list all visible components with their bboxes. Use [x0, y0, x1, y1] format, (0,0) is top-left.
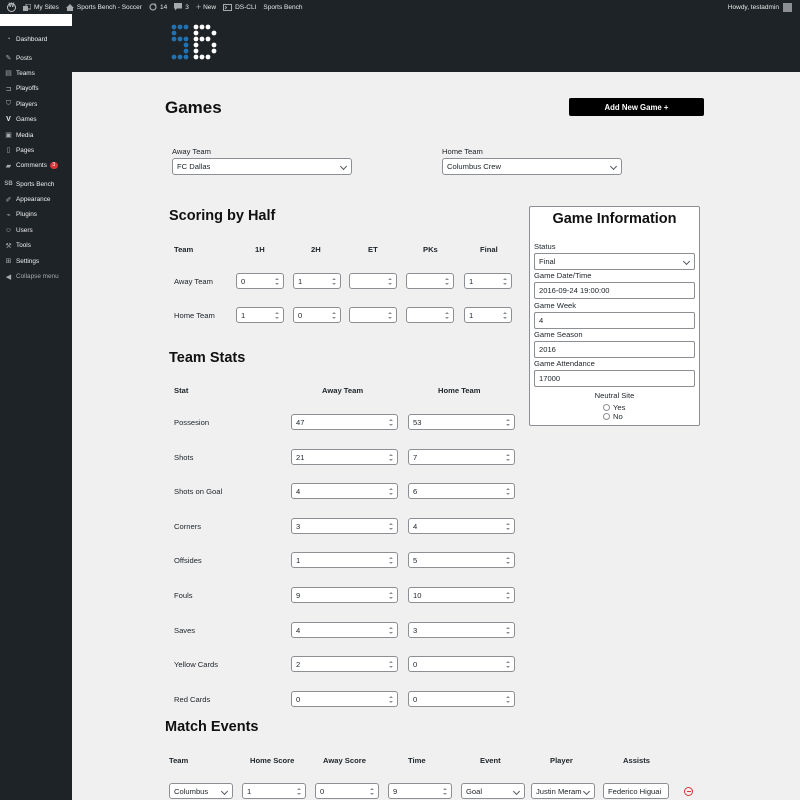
- spinner-icon[interactable]: [389, 661, 394, 668]
- stat-away-input[interactable]: 9: [291, 587, 398, 603]
- add-new-game-button[interactable]: Add New Game +: [569, 98, 704, 116]
- spinner-icon[interactable]: [389, 488, 394, 495]
- radio-icon: [603, 404, 610, 411]
- spinner-icon[interactable]: [443, 788, 448, 795]
- plug-icon: ⌁: [6, 211, 11, 219]
- home-2h-input[interactable]: 0: [293, 307, 341, 323]
- home-icon: [66, 4, 74, 11]
- chevron-down-icon: [513, 788, 520, 795]
- events-header-home-score: Home Score: [250, 756, 295, 765]
- game-datetime-input[interactable]: 2016-09-24 19:00:00: [534, 282, 695, 299]
- stat-home-input[interactable]: 6: [408, 483, 515, 499]
- page-title: Games: [165, 98, 222, 117]
- stat-label: Offsides: [174, 556, 202, 565]
- spinner-icon[interactable]: [506, 454, 511, 461]
- spinner-icon[interactable]: [275, 312, 280, 319]
- events-header-team: Team: [169, 756, 189, 765]
- spinner-icon[interactable]: [389, 523, 394, 530]
- neutral-no-radio[interactable]: No: [603, 412, 623, 421]
- stat-label: Shots on Goal: [174, 487, 223, 496]
- event-type-select[interactable]: Goal: [461, 783, 525, 799]
- avatar: [783, 3, 792, 12]
- stat-label: Saves: [174, 626, 196, 635]
- sb-icon: SB: [4, 181, 13, 188]
- game-week-input[interactable]: 4: [534, 312, 695, 329]
- neutral-yes-radio[interactable]: Yes: [603, 403, 625, 412]
- chevron-down-icon: [221, 788, 228, 795]
- collapse-icon: ◀: [5, 273, 12, 281]
- admin-sidebar: [0, 14, 72, 800]
- stat-home-input[interactable]: 0: [408, 656, 515, 672]
- home-1h-input[interactable]: 1: [236, 307, 284, 323]
- spinner-icon[interactable]: [389, 592, 394, 599]
- spinner-icon[interactable]: [503, 278, 508, 285]
- sidebar-item-comments[interactable]: ▰ Comments 3: [0, 158, 72, 173]
- spinner-icon[interactable]: [506, 488, 511, 495]
- events-header-event: Event: [480, 756, 501, 765]
- away-et-input[interactable]: [349, 273, 397, 289]
- events-header-assists: Assists: [623, 756, 651, 765]
- stat-home-input[interactable]: 7: [408, 449, 515, 465]
- stat-away-input[interactable]: 0: [291, 691, 398, 707]
- away-team-label: Away Team: [172, 147, 211, 156]
- status-label: Status: [534, 242, 556, 251]
- stats-header-home: Home Team: [438, 386, 481, 395]
- events-header-time: Time: [408, 756, 426, 765]
- spinner-icon[interactable]: [506, 696, 511, 703]
- game-season-label: Game Season: [534, 330, 583, 339]
- teams-icon: ▤: [5, 70, 12, 78]
- events-header-away-score: Away Score: [323, 756, 366, 765]
- sidebar-item-appearance[interactable]: ✐ Appearance: [5, 196, 51, 204]
- spinner-icon[interactable]: [388, 312, 393, 319]
- ds-cli-link[interactable]: DS-CLI: [223, 4, 256, 11]
- sites-icon: [23, 4, 31, 11]
- sports-bench-link[interactable]: Sports Bench: [263, 3, 303, 11]
- spinner-icon[interactable]: [503, 312, 508, 319]
- account-menu[interactable]: Howdy, testadmin: [728, 3, 792, 12]
- scoring-header-team: Team: [174, 245, 194, 254]
- pin-icon: ✎: [5, 55, 12, 63]
- status-select[interactable]: Final: [534, 253, 695, 270]
- home-final-input[interactable]: 1: [464, 307, 512, 323]
- spinner-icon[interactable]: [297, 788, 302, 795]
- home-et-input[interactable]: [349, 307, 397, 323]
- stat-away-input[interactable]: 1: [291, 552, 398, 568]
- game-attendance-label: Game Attendance: [534, 359, 595, 368]
- wordpress-logo-icon[interactable]: [7, 3, 16, 12]
- event-assists-input[interactable]: Federico Higuai: [603, 783, 669, 799]
- team-stats-heading: Team Stats: [169, 350, 246, 366]
- spinner-icon[interactable]: [389, 557, 394, 564]
- game-week-label: Game Week: [534, 301, 577, 310]
- chevron-down-icon: [610, 163, 617, 170]
- terminal-icon: [223, 4, 232, 11]
- scoring-header-et: ET: [368, 245, 378, 254]
- stat-home-input[interactable]: 53: [408, 414, 515, 430]
- away-team-select[interactable]: FC Dallas: [172, 158, 352, 175]
- dashboard-icon: ◔: [6, 36, 11, 44]
- stat-away-input[interactable]: 2: [291, 656, 398, 672]
- chevron-down-icon: [583, 788, 590, 795]
- media-icon: ▣: [5, 132, 12, 140]
- chevron-down-icon: [683, 258, 690, 265]
- stats-header-away: Away Team: [322, 386, 364, 395]
- settings-icon: ⊞: [5, 258, 12, 266]
- stat-label: Yellow Cards: [174, 660, 219, 669]
- site-name-link[interactable]: Sports Bench - Soccer: [66, 4, 142, 11]
- spinner-icon[interactable]: [388, 278, 393, 285]
- sidebar-item-sports-bench[interactable]: SB Sports Bench: [4, 180, 55, 188]
- away-1h-input[interactable]: 0: [236, 273, 284, 289]
- sidebar-item-plugins[interactable]: ⌁ Plugins: [0, 207, 72, 222]
- event-player-select[interactable]: Justin Meram: [531, 783, 595, 799]
- spinner-icon[interactable]: [445, 278, 450, 285]
- spinner-icon[interactable]: [445, 312, 450, 319]
- wrench-icon: ⚒: [5, 242, 12, 250]
- spinner-icon[interactable]: [332, 312, 337, 319]
- pages-icon: ▯: [6, 147, 11, 155]
- spinner-icon[interactable]: [389, 627, 394, 634]
- user-icon: ☺: [4, 226, 13, 234]
- scoring-header-final: Final: [480, 245, 498, 254]
- bracket-icon: ⊐: [5, 85, 12, 93]
- stat-away-input[interactable]: 47: [291, 414, 398, 430]
- stat-label: Possesion: [174, 418, 210, 427]
- spinner-icon[interactable]: [506, 419, 511, 426]
- site-stripe: [0, 14, 72, 26]
- sports-bench-logo-icon: [170, 23, 220, 63]
- comments-link[interactable]: 3: [174, 3, 189, 11]
- stat-home-input[interactable]: 3: [408, 622, 515, 638]
- sidebar-item-media[interactable]: ▣ Media: [5, 131, 34, 140]
- match-events-heading: Match Events: [165, 719, 259, 735]
- spinner-icon[interactable]: [506, 592, 511, 599]
- events-header-player: Player: [550, 756, 573, 765]
- stat-label: Red Cards: [174, 695, 211, 704]
- game-datetime-label: Game Date/Time: [534, 271, 592, 280]
- sidebar-item-playoffs[interactable]: ⊐ Playoffs: [5, 85, 39, 93]
- stat-label: Corners: [174, 522, 202, 531]
- sidebar-item-posts[interactable]: ✎ Posts: [5, 54, 32, 63]
- stat-away-input[interactable]: 4: [291, 622, 398, 638]
- spinner-icon[interactable]: [506, 627, 511, 634]
- new-content-link[interactable]: + New: [195, 2, 217, 12]
- games-icon: V: [6, 116, 11, 124]
- scoring-header-pks: PKs: [423, 245, 438, 254]
- players-icon: ⛉: [5, 100, 12, 108]
- plugin-header: [72, 14, 800, 72]
- game-season-input[interactable]: 2016: [534, 341, 695, 358]
- spinner-icon[interactable]: [332, 278, 337, 285]
- scoring-by-half-heading: Scoring by Half: [169, 208, 276, 224]
- stat-home-input[interactable]: 10: [408, 587, 515, 603]
- event-team-select[interactable]: Columbus: [169, 783, 233, 799]
- sidebar-collapse-menu[interactable]: ◀ Collapse menu: [5, 273, 59, 281]
- refresh-icon: [149, 3, 157, 11]
- sidebar-item-pages[interactable]: ▯ Pages: [0, 143, 72, 158]
- neutral-site-label: Neutral Site: [594, 391, 635, 400]
- spinner-icon[interactable]: [389, 419, 394, 426]
- stat-home-input[interactable]: 4: [408, 518, 515, 534]
- game-information-panel: [529, 206, 700, 426]
- spinner-icon[interactable]: [506, 557, 511, 564]
- away-final-input[interactable]: 1: [464, 273, 512, 289]
- comment-icon: ▰: [5, 162, 12, 170]
- spinner-icon[interactable]: [275, 278, 280, 285]
- sidebar-item-dashboard[interactable]: ◔ Dashboard: [0, 32, 72, 47]
- scoring-row-label: Home Team: [174, 311, 215, 320]
- chevron-down-icon: [340, 163, 347, 170]
- stats-header-stat: Stat: [174, 386, 189, 395]
- home-team-label: Home Team: [442, 147, 483, 156]
- scoring-header-2h: 2H: [311, 245, 321, 254]
- stat-away-input[interactable]: 3: [291, 518, 398, 534]
- spinner-icon[interactable]: [370, 788, 375, 795]
- main-content: [72, 72, 800, 800]
- stat-away-input[interactable]: 21: [291, 449, 398, 465]
- comment-bubble-icon: [174, 3, 182, 11]
- event-time-input[interactable]: 9: [388, 783, 452, 799]
- spinner-icon[interactable]: [389, 696, 394, 703]
- updates-link[interactable]: 14: [149, 3, 167, 11]
- stat-away-input[interactable]: 4: [291, 483, 398, 499]
- remove-circle-icon[interactable]: [684, 787, 693, 796]
- sidebar-item-games[interactable]: V Games: [0, 112, 72, 127]
- scoring-row-label: Away Team: [174, 277, 213, 286]
- my-sites-link[interactable]: My Sites: [23, 4, 59, 11]
- stat-label: Shots: [174, 453, 194, 462]
- sidebar-item-users[interactable]: ☺ Users: [4, 226, 33, 234]
- radio-icon: [603, 413, 610, 420]
- spinner-icon[interactable]: [506, 523, 511, 530]
- game-information-heading: Game Information: [552, 211, 677, 227]
- away-2h-input[interactable]: 1: [293, 273, 341, 289]
- stat-home-input[interactable]: 5: [408, 552, 515, 568]
- stat-home-input[interactable]: 0: [408, 691, 515, 707]
- admin-bar: [0, 0, 800, 14]
- game-attendance-input[interactable]: 17000: [534, 370, 695, 387]
- home-team-select[interactable]: Columbus Crew: [442, 158, 622, 175]
- event-home-score-input[interactable]: 1: [242, 783, 306, 799]
- away-pks-input[interactable]: [406, 273, 454, 289]
- home-pks-input[interactable]: [406, 307, 454, 323]
- plus-icon: +: [195, 2, 202, 12]
- sidebar-item-tools[interactable]: ⚒ Tools: [5, 242, 31, 250]
- brush-icon: ✐: [5, 196, 12, 204]
- spinner-icon[interactable]: [506, 661, 511, 668]
- stat-label: Fouls: [174, 591, 193, 600]
- sidebar-item-settings[interactable]: ⊞ Settings: [5, 257, 40, 266]
- comments-count-badge: 3: [50, 162, 58, 169]
- spinner-icon[interactable]: [389, 454, 394, 461]
- scoring-header-1h: 1H: [255, 245, 265, 254]
- sidebar-item-players[interactable]: ⛉ Players: [5, 100, 38, 108]
- sidebar-item-teams[interactable]: ▤ Teams: [5, 69, 35, 78]
- event-away-score-input[interactable]: 0: [315, 783, 379, 799]
